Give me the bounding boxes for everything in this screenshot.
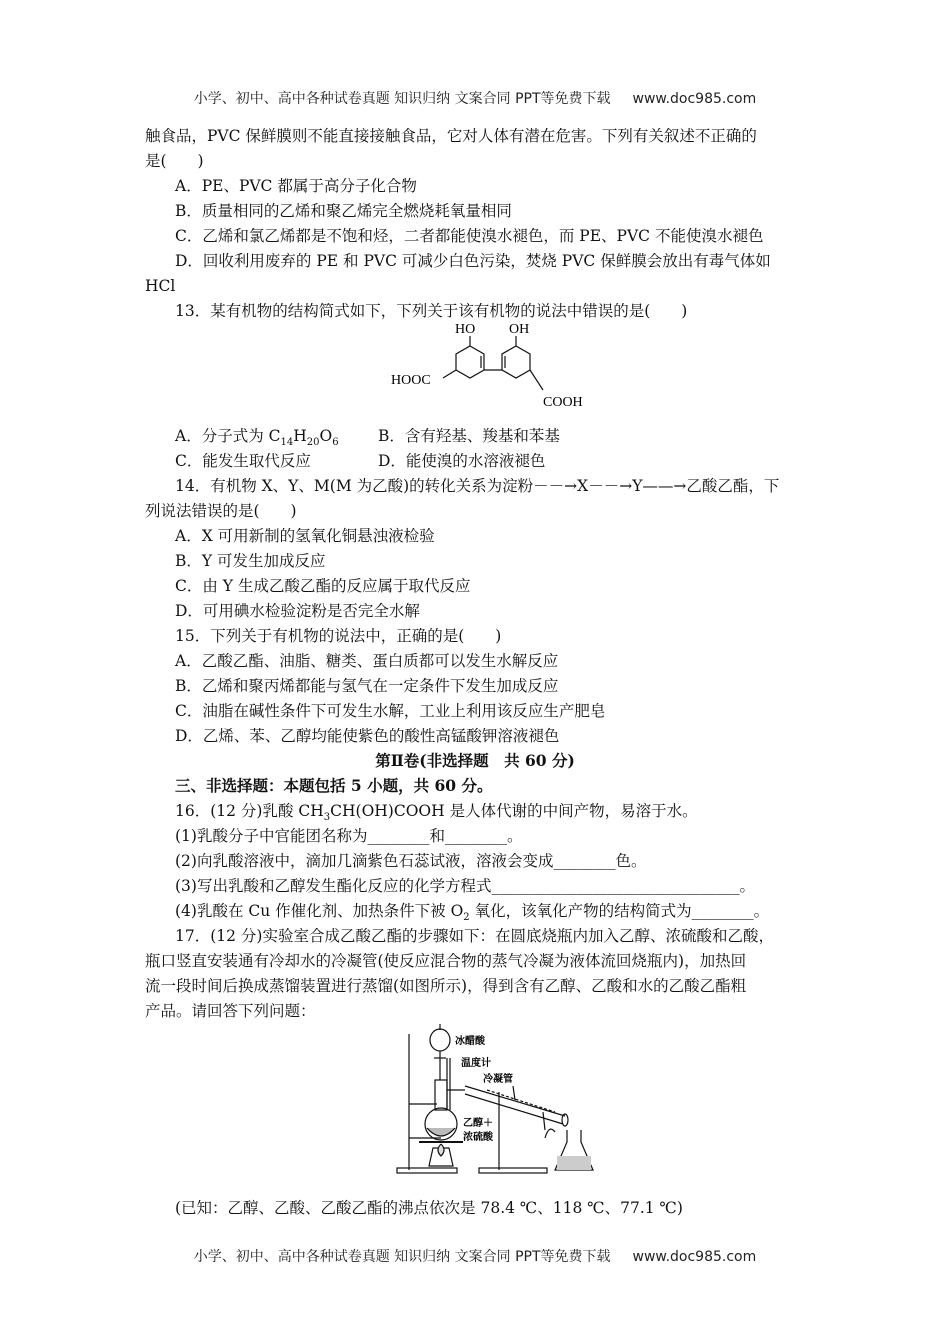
ho-left-label: HO: [455, 322, 476, 337]
q17-line1: 17．(12 分)实验室合成乙酸乙酯的步骤如下：在圆底烧瓶内加入乙醇、浓硫酸和乙酸，: [175, 927, 774, 945]
q15-option-c: C．油脂在碱性条件下可发生水解，工业上利用该反应生产肥皂: [175, 702, 606, 720]
q12-option-d-cont: HCl: [145, 277, 176, 295]
q16-part3: (3)写出乳酸和乙醇发生酯化反应的化学方程式________________________________。: [175, 877, 755, 895]
header-text: 小学、初中、高中各种试卷真题 知识归纳 文案合同 PPT等免费下载: [193, 91, 611, 107]
section-heading: 三、非选择题：本题包括 5 小题，共 60 分。: [175, 776, 493, 795]
distillation-apparatus-diagram: [395, 1020, 610, 1180]
q13-option-d: D．能使溴的水溶液褪色: [378, 452, 546, 470]
q12-option-a: A．PE、PVC 都属于高分子化合物: [175, 177, 417, 195]
part2-title: 第Ⅱ卷(非选择题 共 60 分): [375, 751, 575, 770]
q17-note: (已知：乙醇、乙酸、乙酸乙酯的沸点依次是 78.4 ℃、118 ℃、77.1 ℃): [175, 1199, 683, 1217]
q12-option-d: D．回收利用废弃的 PE 和 PVC 可减少白色污染，焚烧 PVC 保鲜膜会放出有毒气体如: [175, 252, 771, 270]
q13-structure-diagram: [385, 318, 615, 414]
q16-part1: (1)乳酸分子中官能团名称为________和________。: [175, 827, 523, 845]
q15-option-a: A．乙酸乙酯、油脂、糖类、蛋白质都可以发生水解反应: [175, 652, 559, 670]
q14-option-a: A．X 可用新制的氢氧化铜悬浊液检验: [175, 527, 435, 545]
q14-option-d: D．可用碘水检验淀粉是否完全水解: [175, 602, 420, 620]
q16-stem: 16．(12 分)乳酸 $CH_3CH(OH)COOH$ 是人体代谢的中间产物，易溶于水。: [175, 802, 698, 824]
q12-option-c: C．乙烯和氯乙烯都是不饱和烃，二者都能使溴水褪色，而 PE、PVC 不能使溴水褪色: [175, 227, 764, 245]
q14-stem-line2: 列说法错误的是( ): [145, 502, 297, 520]
oh-right-label: OH: [509, 322, 530, 337]
q12-intro-line1: 触食品，PVC 保鲜膜则不能直接接触食品，它对人体有潜在危害。下列有关叙述不正确的: [145, 127, 757, 145]
q16-part2: (2)向乳酸溶液中，滴加几滴紫色石蕊试液，溶液会变成________色。: [175, 852, 647, 870]
q17-line4: 产品。请回答下列问题：: [145, 1002, 316, 1020]
q14-option-c: C．由 Y 生成乙酸乙酯的反应属于取代反应: [175, 577, 471, 595]
q15-option-b: B．乙烯和聚丙烯都能与氢气在一定条件下发生加成反应: [175, 677, 559, 695]
hooc-label: HOOC: [391, 373, 431, 388]
page-header: [0, 88, 950, 108]
label-condenser: 冷凝管: [483, 1074, 513, 1085]
q13-stem: 13．某有机物的结构简式如下，下列关于该有机物的说法中错误的是( ): [175, 302, 688, 320]
label-mixture-line1: 乙醇＋: [463, 1118, 493, 1129]
header-site: www.doc985.com: [632, 91, 757, 107]
q14-stem-line1: 14．有机物 X、Y、M(M 为乙酸)的转化关系为淀粉－－→X－－→Y——→乙酸乙酯，下: [175, 477, 780, 495]
cooh-label: COOH: [543, 395, 583, 410]
label-thermometer: 温度计: [461, 1058, 491, 1069]
label-mixture-line2: 浓硫酸: [463, 1132, 493, 1143]
q15-option-d: D．乙烯、苯、乙醇均能使紫色的酸性高锰酸钾溶液褪色: [175, 727, 560, 745]
q12-option-b: B．质量相同的乙烯和聚乙烯完全燃烧耗氧量相同: [175, 202, 512, 220]
q16-part4: (4)乳酸在 Cu 作催化剂、加热条件下被 $O_2$ 氧化，该氧化产物的结构简式为________。: [175, 902, 770, 924]
q13-option-c: C．能发生取代反应: [175, 452, 311, 470]
q17-line3: 流一段时间后换成蒸馏装置进行蒸馏(如图所示)，得到含有乙醇、乙酸和水的乙酸乙酯粗: [145, 977, 747, 995]
label-glacial-acetic-acid: 冰醋酸: [455, 1036, 485, 1047]
q13-option-a: A．分子式为 $C_{14}H_{20}O_6$: [175, 427, 339, 449]
page-footer: [0, 1246, 950, 1266]
footer-text: 小学、初中、高中各种试卷真题 知识归纳 文案合同 PPT等免费下载: [193, 1249, 611, 1265]
q14-option-b: B．Y 可发生加成反应: [175, 552, 326, 570]
q13-option-b: B．含有羟基、羧基和苯基: [378, 427, 560, 445]
footer-site: www.doc985.com: [632, 1249, 757, 1265]
q15-stem: 15．下列关于有机物的说法中，正确的是( ): [175, 627, 502, 645]
q12-intro-line2: 是( ): [145, 152, 204, 170]
q17-line2: 瓶口竖直安装通有冷却水的冷凝管(使反应混合物的蒸气冷凝为液体流回烧瓶内)，加热回: [145, 952, 747, 970]
